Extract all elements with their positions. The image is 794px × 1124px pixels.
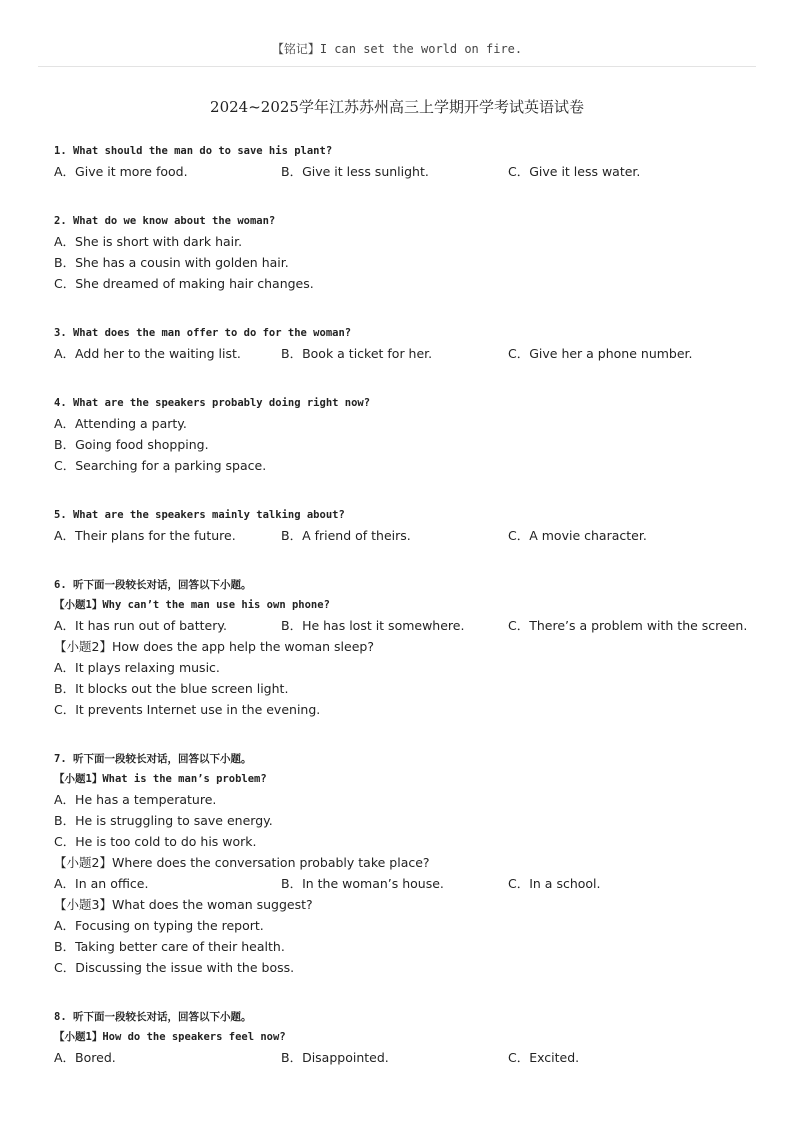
option-b: B．It blocks out the blue screen light. [54,681,289,696]
subquestion-stem: 【小题1】What is the man’s problem? [54,773,267,785]
option-row [54,161,754,182]
option-c: C．He is too cold to do his work. [54,834,257,849]
question-3 [54,323,754,364]
option-a: A．Give it more food. [54,164,188,179]
option-row [54,1047,754,1068]
subquestion-stem: 【小题2】How does the app help the woman sleep? [54,639,374,654]
option-row [54,615,754,636]
question-stem: 7. 听下面一段较长对话，回答以下小题。 [54,753,252,765]
option-b: B．A friend of theirs. [281,528,411,543]
option-b: B．In the woman’s house. [281,876,444,891]
question-8 [54,1007,754,1068]
option-a: A．Their plans for the future. [54,528,236,543]
option-a: A．Attending a party. [54,416,187,431]
option-a: A．In an office. [54,876,149,891]
question-list [54,141,754,1068]
question-stem: 6. 听下面一段较长对话，回答以下小题。 [54,579,252,591]
option-c: C．Give her a phone number. [508,346,693,361]
option-b: B．Disappointed. [281,1050,389,1065]
question-1 [54,141,754,182]
question-stem: 3. What does the man offer to do for the woman? [54,327,352,339]
option-c: C．It prevents Internet use in the evening. [54,702,321,717]
header-divider [38,66,756,67]
question-5 [54,505,754,546]
option-a: A．Focusing on typing the report. [54,918,264,933]
option-a: A．It has run out of battery. [54,618,227,633]
page-title: 2024~2025学年江苏苏州高三上学期开学考试英语试卷 [210,98,584,116]
question-stem: 2. What do we know about the woman? [54,215,276,227]
question-stem: 8. 听下面一段较长对话，回答以下小题。 [54,1011,252,1023]
option-c: C．There’s a problem with the screen. [508,618,748,633]
option-c: C．A movie character. [508,528,647,543]
option-b: B．Going food shopping. [54,437,209,452]
option-a: A．She is short with dark hair. [54,234,243,249]
option-b: B．Taking better care of their health. [54,939,285,954]
option-c: C．Excited. [508,1050,580,1065]
question-7 [54,749,754,978]
option-b: B．Book a ticket for her. [281,346,433,361]
option-row [54,343,754,364]
question-2 [54,211,754,294]
option-b: B．She has a cousin with golden hair. [54,255,289,270]
option-a: A．It plays relaxing music. [54,660,220,675]
subquestion-stem: 【小题3】What does the woman suggest? [54,897,313,912]
question-stem: 5. What are the speakers mainly talking about? [54,509,345,521]
option-a: A．Bored. [54,1050,116,1065]
option-row [54,873,754,894]
subquestion-stem: 【小题1】How do the speakers feel now? [54,1031,286,1043]
question-stem: 4. What are the speakers probably doing right now? [54,397,371,409]
option-b: B．Give it less sunlight. [281,164,429,179]
option-a: A．Add her to the waiting list. [54,346,241,361]
subquestion-stem: 【小题1】Why can’t the man use his own phone? [54,599,330,611]
question-4 [54,393,754,476]
option-a: A．He has a temperature. [54,792,217,807]
option-row [54,525,754,546]
question-stem: 1. What should the man do to save his plant? [54,145,333,157]
option-b: B．He has lost it somewhere. [281,618,465,633]
option-c: C．Searching for a parking space. [54,458,267,473]
subquestion-stem: 【小题2】Where does the conversation probably take place? [54,855,430,870]
page-header: 【铭记】I can set the world on fire. [271,42,523,56]
option-c: C．Discussing the issue with the boss. [54,960,295,975]
option-c: C．In a school. [508,876,601,891]
option-b: B．He is struggling to save energy. [54,813,273,828]
question-6 [54,575,754,720]
option-c: C．Give it less water. [508,164,641,179]
option-c: C．She dreamed of making hair changes. [54,276,314,291]
